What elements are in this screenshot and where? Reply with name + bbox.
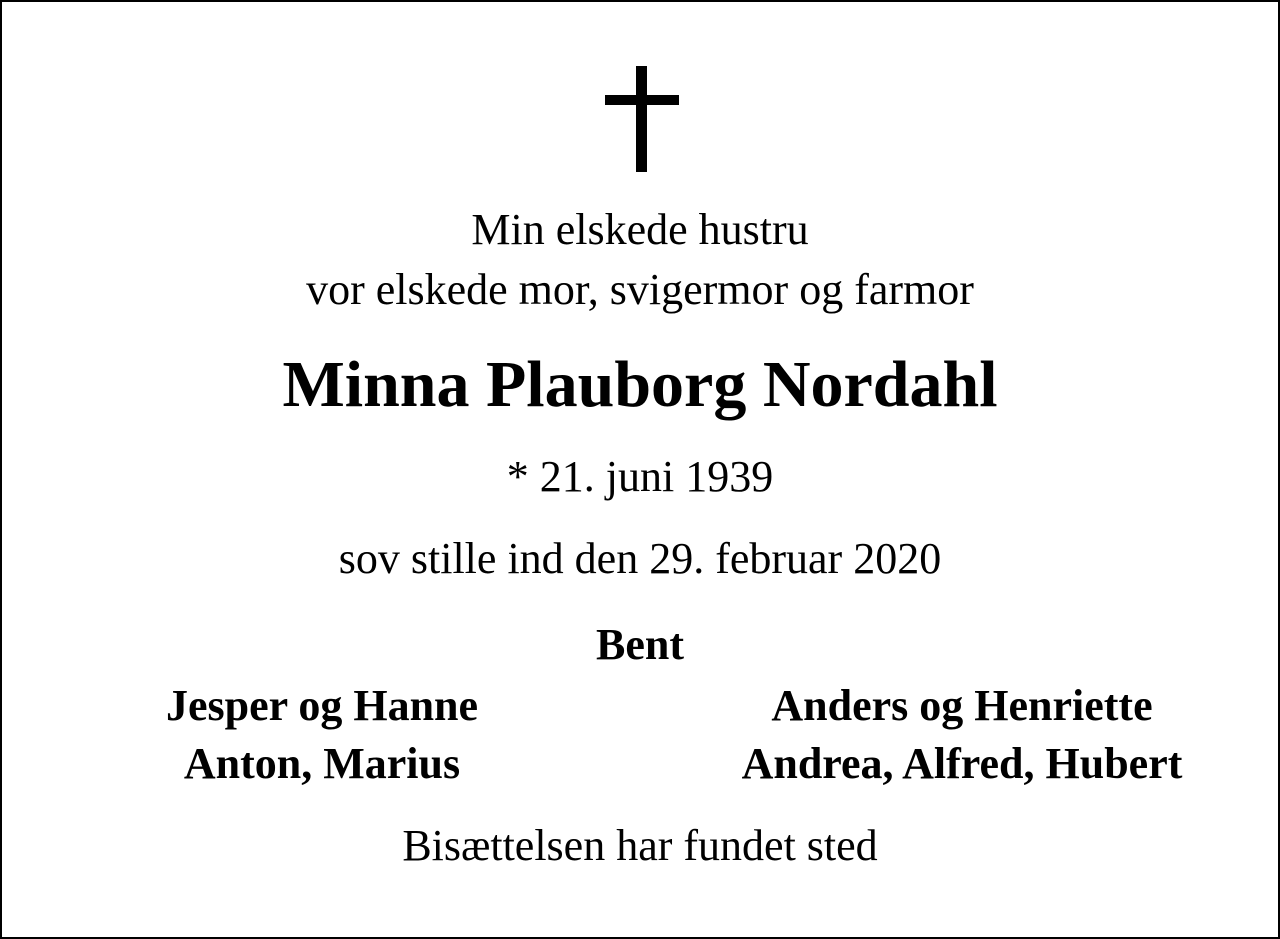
death-date: sov stille ind den 29. februar 2020 [338,534,942,583]
spouse-name: Bent [596,620,684,669]
intro-line-1: Min elskede hustru [471,205,809,254]
closing-line: Bisættelsen har fundet sted [402,821,878,870]
family-right-line-2: Andrea, Alfred, Hubert [741,739,1183,788]
cross-icon [605,66,679,172]
family-left-line-2: Anton, Marius [183,739,461,788]
intro-line-2: vor elskede mor, svigermor og farmor [306,265,974,314]
birth-date: * 21. juni 1939 [506,452,774,501]
deceased-name: Minna Plauborg Nordahl [282,348,998,421]
family-right-line-1: Anders og Henriette [771,681,1153,730]
family-left-line-1: Jesper og Hanne [165,681,479,730]
